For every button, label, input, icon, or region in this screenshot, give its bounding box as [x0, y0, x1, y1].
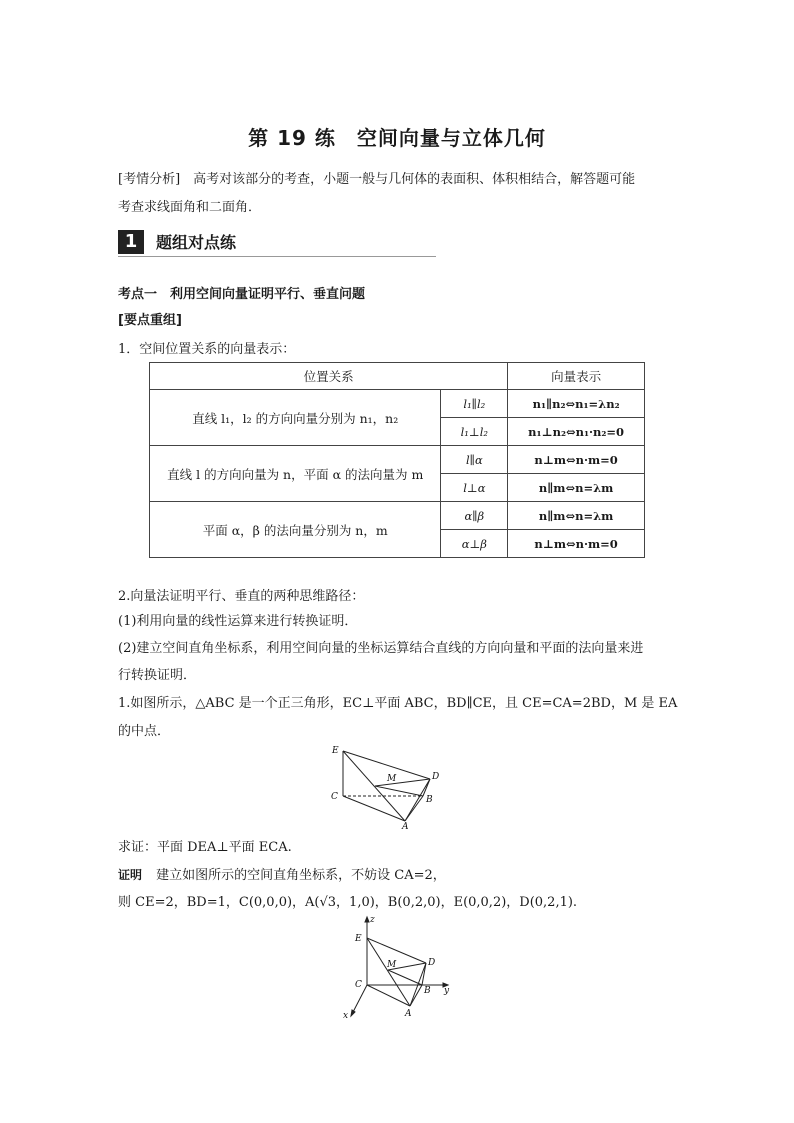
label-D: D: [428, 958, 436, 968]
vector-cell: n∥m⇔n=λm: [508, 474, 645, 502]
path-2-line-1: (2)建立空间直角坐标系，利用空间向量的坐标运算结合直线的方向向量和平面的法向量来进: [118, 641, 644, 656]
vector-cell: n⊥m⇔n·m=0: [508, 446, 645, 474]
condition-cell: 直线 l₁，l₂ 的方向向量分别为 n₁，n₂: [150, 390, 441, 446]
figure-1: [325, 742, 445, 830]
label-M: M: [387, 960, 397, 970]
label-E: E: [332, 746, 339, 756]
relation-cell: α⊥β: [441, 530, 508, 558]
label-C: C: [331, 792, 338, 802]
section-number: 1: [118, 230, 144, 254]
vector-cell: n⊥m⇔n·m=0: [508, 530, 645, 558]
header-relation: 位置关系: [150, 363, 508, 390]
label-x: x: [343, 1011, 349, 1021]
label-A: A: [405, 1009, 412, 1019]
item-1: 1．空间位置关系的向量表示：: [118, 342, 296, 357]
key-points-label: [要点重组]: [118, 313, 182, 328]
label-B: B: [426, 795, 433, 805]
relation-cell: l₁⊥l₂: [441, 418, 508, 446]
problem-line-2: 的中点．: [118, 724, 171, 739]
analysis-line-1: [考情分析] 高考对该部分的考查，小题一般与几何体的表面积、体积相结合，解答题可能: [118, 172, 636, 187]
label-z: z: [370, 915, 375, 925]
analysis-line-2: 考查求线面角和二面角．: [118, 200, 262, 215]
proof-label: 证明: [118, 868, 143, 882]
proof-line-2: 则 CE=2，BD=1，C(0,0,0)，A(√3，1,0)，B(0,2,0)，E(0,0,2)，D(0,2,1).: [118, 895, 578, 910]
path-1: (1)利用向量的线性运算来进行转换证明．: [118, 614, 358, 629]
relation-cell: l₁∥l₂: [441, 390, 508, 418]
vector-cell: n₁⊥n₂⇔n₁·n₂=0: [508, 418, 645, 446]
path-2-line-2: 行转换证明．: [118, 668, 197, 683]
condition-cell: 平面 α，β 的法向量分别为 n，m: [150, 502, 441, 558]
vector-cell: n∥m⇔n=λm: [508, 502, 645, 530]
header-vector: 向量表示: [508, 363, 645, 390]
proof-line-1: 建立如图所示的空间直角坐标系，不妨设 CA=2，: [156, 868, 446, 883]
label-y: y: [444, 986, 450, 996]
label-C: C: [355, 980, 362, 990]
label-A: A: [402, 822, 409, 830]
label-D: D: [432, 772, 440, 782]
condition-cell: 直线 l 的方向向量为 n，平面 α 的法向量为 m: [150, 446, 441, 502]
section-title: 题组对点练: [156, 233, 237, 252]
label-B: B: [424, 986, 431, 996]
section-header: [118, 228, 436, 257]
item-2: 2.向量法证明平行、垂直的两种思维路径：: [118, 589, 365, 604]
label-M: M: [387, 774, 397, 784]
prove-statement: 求证：平面 DEA⊥平面 ECA.: [118, 840, 292, 855]
relation-cell: l⊥α: [441, 474, 508, 502]
figure-2: [340, 914, 460, 1022]
vector-cell: n₁∥n₂⇔n₁=λn₂: [508, 390, 645, 418]
proof-first-line: [118, 864, 446, 883]
problem-line-1: 1.如图所示，△ABC 是一个正三角形，EC⊥平面 ABC，BD∥CE，且 CE=CA=2BD，M 是 EA: [118, 696, 678, 711]
label-E: E: [355, 934, 362, 944]
page-title: 第 19 练 空间向量与立体几何: [248, 126, 546, 150]
relation-cell: α∥β: [441, 502, 508, 530]
relation-cell: l∥α: [441, 446, 508, 474]
topic-heading: 考点一 利用空间向量证明平行、垂直问题: [118, 287, 366, 302]
relation-table: [149, 362, 645, 558]
